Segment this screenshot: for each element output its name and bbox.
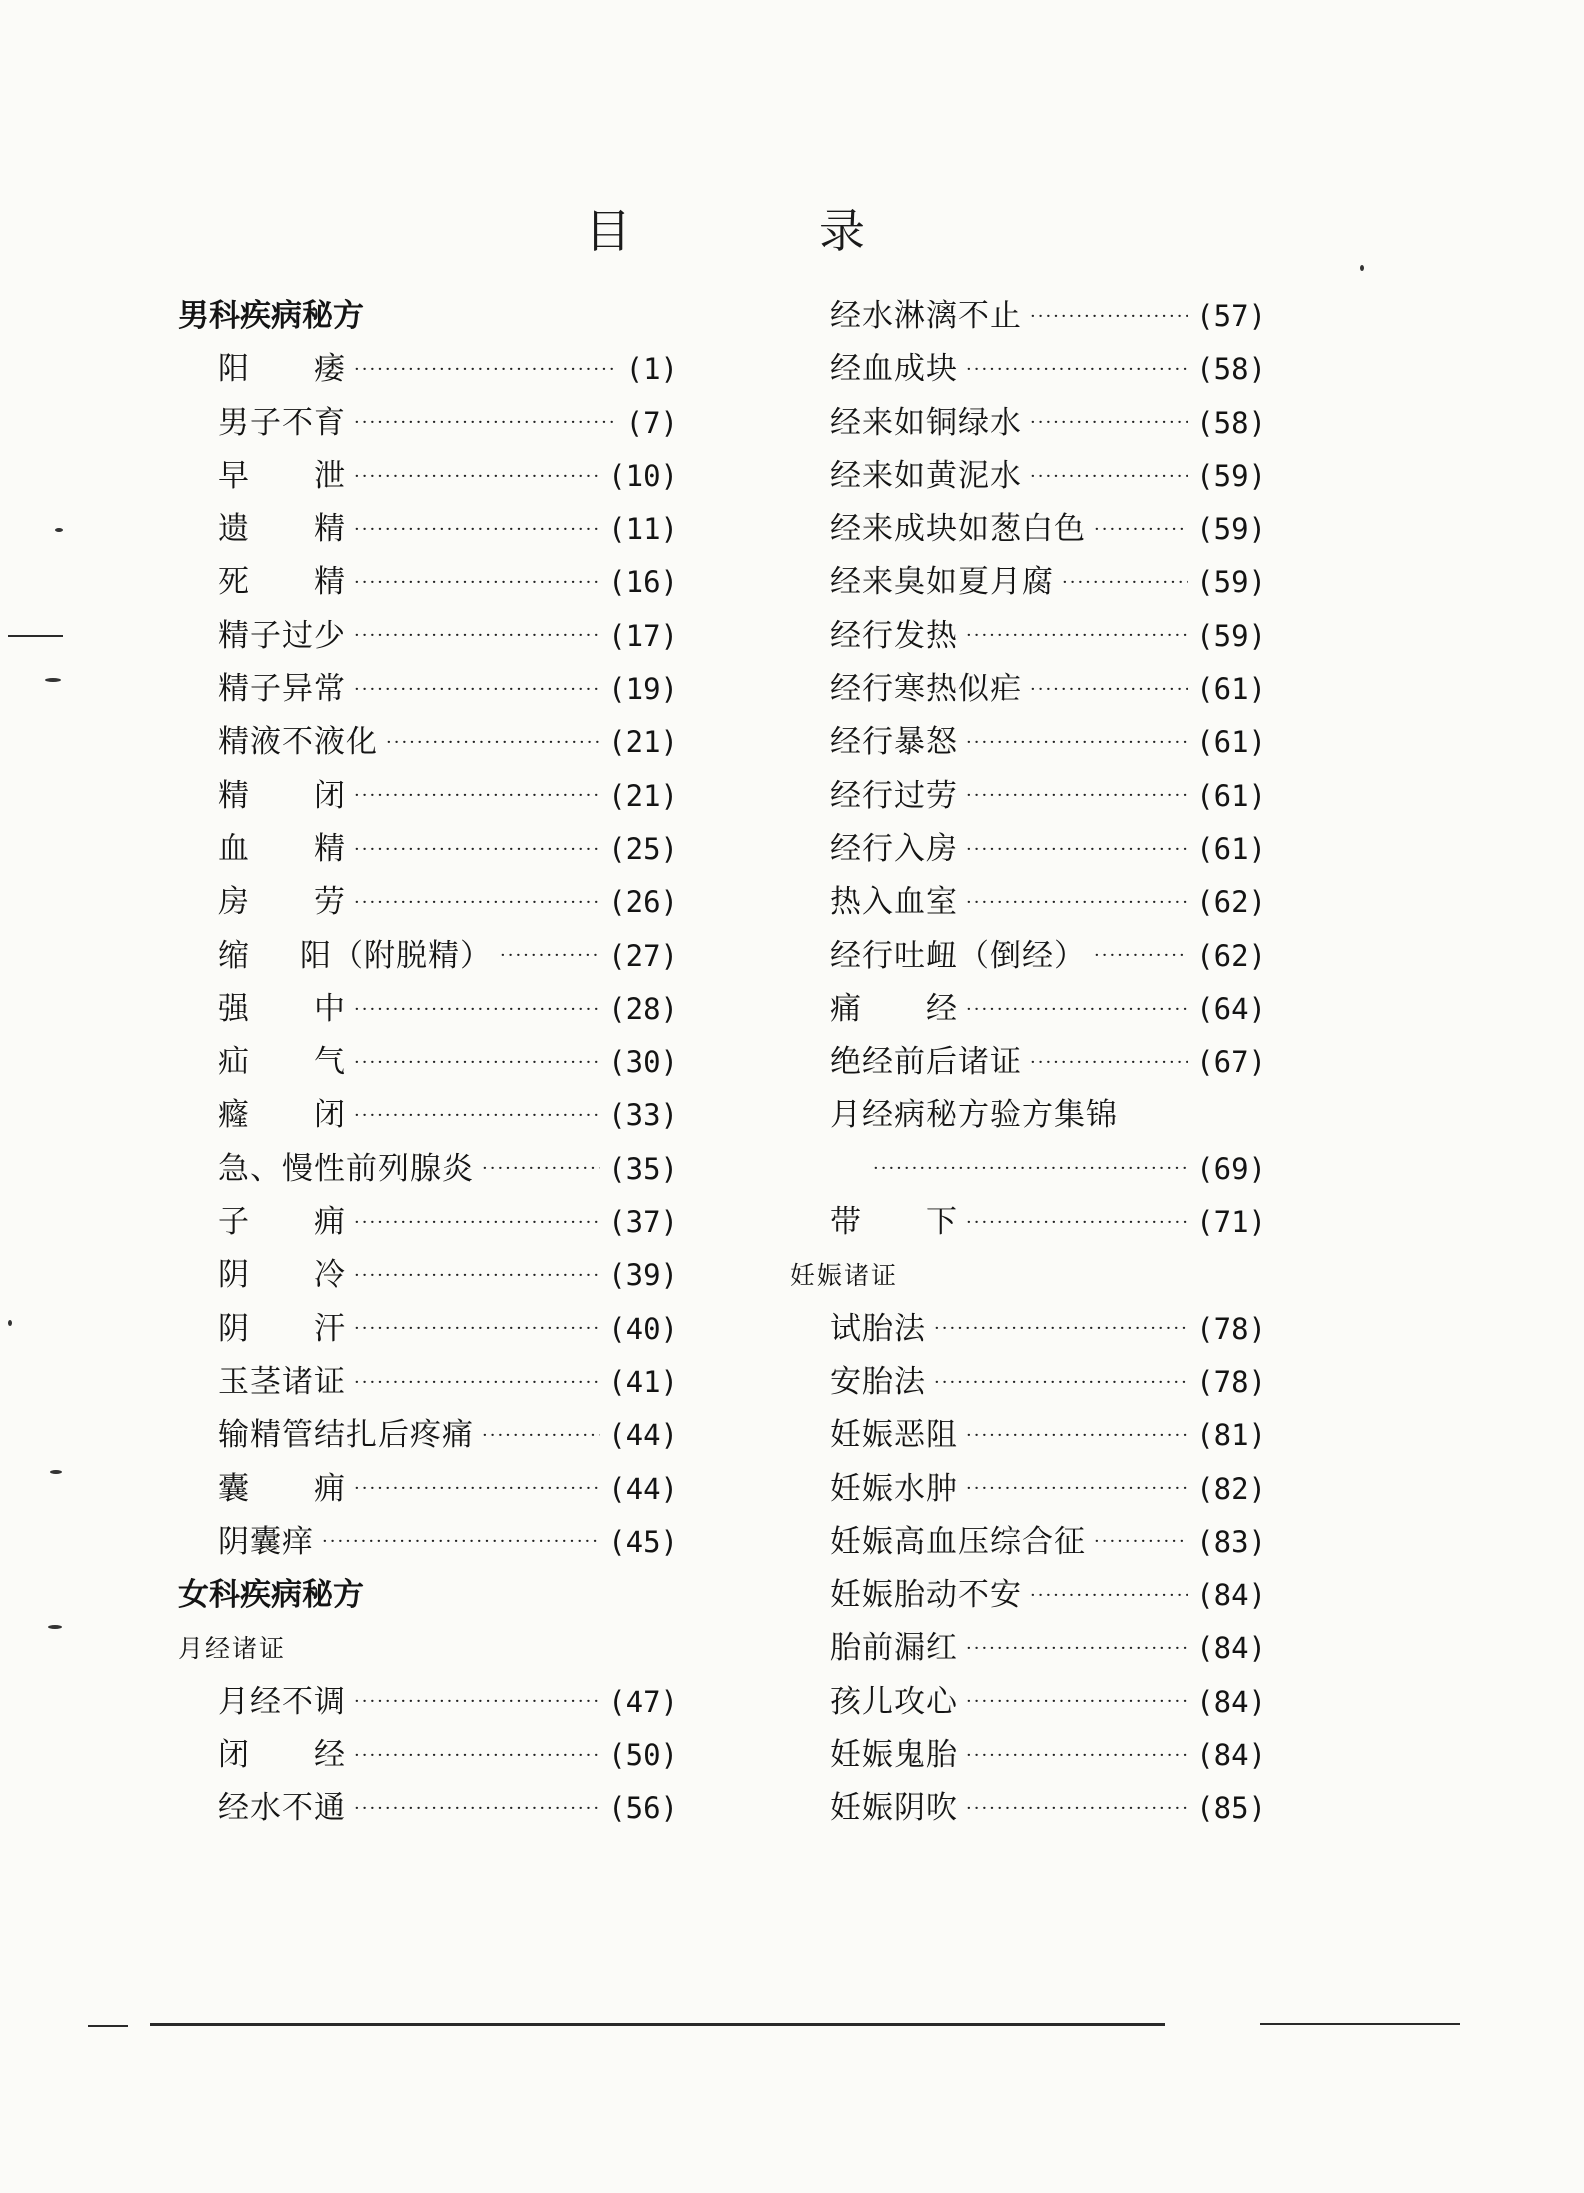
toc-entry-label: 男子不育	[218, 404, 346, 441]
toc-entry[interactable]	[790, 770, 1266, 823]
leader-dots	[966, 786, 1188, 806]
toc-entry-label: 经水淋漓不止	[830, 298, 1022, 334]
page-title-char-1: 目	[585, 204, 631, 258]
leader-dots	[500, 946, 600, 966]
leader-dots	[386, 733, 600, 753]
toc-entry[interactable]	[790, 876, 1266, 929]
toc-entry-label-part: 闭	[314, 1097, 346, 1134]
leader-dots	[1062, 573, 1188, 593]
toc-page-number: (11)	[608, 512, 678, 547]
toc-entry[interactable]	[790, 1356, 1266, 1409]
toc-entry-label: 经来成块如葱白色	[830, 511, 1086, 548]
toc-entry-label	[218, 876, 346, 929]
toc-page-number: (59)	[1196, 458, 1266, 493]
toc-page-number: (84)	[1196, 1738, 1266, 1773]
toc-entry[interactable]	[790, 1569, 1266, 1622]
toc-page-number: (1)	[625, 352, 678, 387]
toc-entry[interactable]	[178, 1676, 678, 1729]
toc-entry-label-part: 经	[314, 1737, 346, 1774]
scan-speck	[48, 1625, 62, 1629]
toc-entry-label-part: 下	[926, 1204, 958, 1241]
toc-entry-label	[218, 1089, 346, 1142]
toc-entry[interactable]	[790, 1676, 1266, 1729]
toc-entry-label-part: 阴	[218, 1310, 250, 1347]
toc-entry[interactable]	[790, 1782, 1266, 1835]
toc-page-number: (26)	[608, 885, 678, 920]
toc-entry[interactable]	[178, 1782, 678, 1835]
toc-entry[interactable]	[790, 610, 1266, 663]
toc-entry-label: 精子异常	[218, 671, 346, 708]
leader-dots	[354, 680, 600, 700]
leader-dots	[1030, 307, 1188, 327]
toc-entry-label: 急、慢性前列腺炎	[218, 1150, 474, 1187]
toc-entry[interactable]	[178, 1249, 678, 1302]
toc-entry[interactable]	[178, 876, 678, 929]
toc-entry[interactable]	[790, 983, 1266, 1036]
toc-entry[interactable]	[790, 503, 1266, 556]
toc-page-number: (61)	[1196, 778, 1266, 813]
toc-left-column	[178, 290, 678, 1836]
toc-entry-label	[218, 1249, 346, 1302]
toc-entry-label-part: 强	[218, 990, 250, 1027]
toc-entry-label-part: 阴	[218, 1257, 250, 1294]
toc-entry-label: 孩儿攻心	[830, 1683, 958, 1720]
toc-entry-label	[218, 1463, 346, 1516]
toc-entry-label-part: 遗	[218, 511, 250, 548]
leader-dots	[966, 626, 1188, 646]
toc-entry-label: 经行发热	[830, 617, 958, 654]
toc-entry-label: 输精管结扎后疼痛	[218, 1417, 474, 1454]
toc-page-number: (7)	[625, 405, 678, 440]
subsection-heading: 月经诸证	[178, 1634, 287, 1664]
toc-entry-label: 经行过劳	[830, 777, 958, 814]
toc-entry-label	[830, 1196, 958, 1249]
toc-page-number: (45)	[608, 1524, 678, 1559]
leader-dots	[966, 1799, 1188, 1819]
toc-page-number: (39)	[608, 1258, 678, 1293]
leader-dots	[354, 840, 600, 860]
leader-dots	[966, 1213, 1188, 1233]
toc-entry[interactable]	[178, 397, 678, 450]
toc-entry-label: 妊娠恶阻	[830, 1417, 958, 1454]
toc-page-number: (84)	[1196, 1684, 1266, 1719]
toc-page-number: (71)	[1196, 1205, 1266, 1240]
toc-entry-label-part: 精	[314, 564, 346, 601]
toc-entry-label: 经行暴怒	[830, 724, 958, 761]
toc-entry[interactable]	[790, 1089, 1266, 1142]
toc-entry-label-part: 痿	[314, 351, 346, 388]
toc-entry-label	[218, 556, 346, 609]
toc-entry[interactable]	[178, 610, 678, 663]
toc-entry[interactable]	[790, 1516, 1266, 1569]
toc-page-number: (40)	[608, 1311, 678, 1346]
toc-page-number: (19)	[608, 672, 678, 707]
toc-entry-label-part: 汗	[314, 1310, 346, 1347]
toc-entry-label: 阴囊痒	[218, 1523, 314, 1560]
toc-entry[interactable]	[178, 1356, 678, 1409]
leader-dots	[354, 1319, 600, 1339]
leader-dots	[966, 1000, 1188, 1020]
toc-entry-label-part: 气	[314, 1044, 346, 1081]
toc-entry[interactable]	[178, 1729, 678, 1782]
toc-entry[interactable]	[178, 343, 678, 396]
toc-page-number: (10)	[608, 458, 678, 493]
toc-entry[interactable]	[178, 930, 678, 983]
page-title	[585, 195, 865, 261]
leader-dots	[354, 626, 600, 646]
toc-entry[interactable]	[178, 1409, 678, 1462]
leader-dots	[354, 1266, 600, 1286]
toc-page-number: (50)	[608, 1738, 678, 1773]
toc-page-number: (28)	[608, 991, 678, 1026]
leader-dots	[1094, 1532, 1188, 1552]
toc-entry-label-part: 痈	[314, 1470, 346, 1507]
toc-entry[interactable]	[178, 450, 678, 503]
toc-entry-label: 月经不调	[218, 1683, 346, 1720]
toc-page-number: (41)	[608, 1364, 678, 1399]
toc-entry-label: 妊娠鬼胎	[830, 1737, 958, 1774]
toc-page-number: (56)	[608, 1791, 678, 1826]
toc-page-number: (59)	[1196, 618, 1266, 653]
toc-page-number: (58)	[1196, 405, 1266, 440]
toc-page-number: (44)	[608, 1471, 678, 1506]
toc-entry-label-part: 精	[314, 511, 346, 548]
leader-dots	[354, 1373, 600, 1393]
toc-page-number: (47)	[608, 1684, 678, 1719]
toc-entry-label: 妊娠水肿	[830, 1470, 958, 1507]
toc-entry-label: 经行吐衄（倒经）	[830, 937, 1086, 974]
leader-dots	[354, 467, 600, 487]
toc-entry-label-part: 带	[830, 1204, 862, 1241]
toc-entry-label: 精子过少	[218, 617, 346, 654]
leader-dots	[354, 1799, 600, 1819]
toc-entry[interactable]	[178, 1196, 678, 1249]
leader-dots	[1030, 1586, 1188, 1606]
toc-right-column	[790, 290, 1266, 1836]
leader-dots	[966, 360, 1188, 380]
toc-entry-label: 精液不液化	[218, 724, 378, 761]
leader-dots	[354, 1479, 600, 1499]
toc-entry-label: 妊娠高血压综合征	[830, 1523, 1086, 1560]
leader-dots	[354, 1213, 600, 1233]
leader-dots	[966, 840, 1188, 860]
toc-entry-label	[218, 450, 346, 503]
toc-entry-label-part: 精	[314, 830, 346, 867]
leader-dots	[354, 893, 600, 913]
leader-dots	[934, 1373, 1188, 1393]
toc-entry-label-part: 死	[218, 564, 250, 601]
toc-entry[interactable]	[178, 770, 678, 823]
toc-entry[interactable]	[178, 1463, 678, 1516]
toc-entry-label: 经行寒热似疟	[830, 671, 1022, 708]
scan-speck	[50, 1470, 62, 1474]
toc-entry[interactable]	[790, 716, 1266, 769]
toc-entry-label: 绝经前后诸证	[830, 1044, 1022, 1081]
toc-page-number: (58)	[1196, 352, 1266, 387]
toc-entry-label: 经血成块	[830, 351, 958, 388]
scan-rule	[88, 2025, 128, 2027]
toc-entry-label-part: 精	[218, 777, 250, 814]
leader-dots	[354, 413, 618, 433]
toc-entry[interactable]	[790, 1729, 1266, 1782]
toc-entry-label: 妊娠胎动不安	[830, 1577, 1022, 1614]
toc-page-number: (17)	[608, 618, 678, 653]
toc-entry-label-part: 劳	[314, 884, 346, 921]
toc-entry[interactable]	[178, 1303, 678, 1356]
toc-entry-label	[218, 1303, 346, 1356]
toc-page-number: (61)	[1196, 725, 1266, 760]
toc-page-number: (62)	[1196, 885, 1266, 920]
toc-entry[interactable]	[178, 1036, 678, 1089]
section-heading: 女科疾病秘方	[178, 1577, 364, 1614]
toc-entry[interactable]	[790, 397, 1266, 450]
toc-page-number: (84)	[1196, 1631, 1266, 1666]
scan-speck	[1360, 265, 1364, 271]
toc-entry-label-part: 癃	[218, 1097, 250, 1134]
toc-entry-label-part: 缩	[218, 937, 250, 974]
leader-dots	[966, 1692, 1188, 1712]
leader-dots	[934, 1319, 1188, 1339]
toc-page-number: (62)	[1196, 938, 1266, 973]
toc-entry-label: 妊娠阴吹	[830, 1790, 958, 1827]
toc-entry[interactable]	[790, 290, 1266, 343]
toc-entry[interactable]	[790, 663, 1266, 716]
toc-entry[interactable]	[790, 1143, 1266, 1196]
toc-entry-label-part: 囊	[218, 1470, 250, 1507]
leader-dots	[482, 1159, 600, 1179]
toc-page-number: (57)	[1196, 299, 1266, 333]
toc-entry-label	[218, 1196, 346, 1249]
leader-dots	[1030, 467, 1188, 487]
leader-dots	[966, 1479, 1188, 1499]
toc-entry[interactable]	[178, 716, 678, 769]
toc-page-number: (21)	[608, 725, 678, 760]
leader-dots	[1030, 1053, 1188, 1073]
toc-page-number: (64)	[1196, 991, 1266, 1026]
toc-entry-label-part: 冷	[314, 1257, 346, 1294]
leader-dots	[322, 1532, 600, 1552]
toc-entry-label	[830, 983, 958, 1036]
leader-dots	[482, 1426, 600, 1446]
toc-entry[interactable]	[790, 1196, 1266, 1249]
toc-entry-label	[218, 503, 346, 556]
leader-dots	[354, 360, 618, 380]
toc-entry-label-part: 痛	[830, 990, 862, 1027]
toc-page-number: (69)	[1196, 1151, 1266, 1186]
toc-entry-label	[218, 343, 346, 396]
toc-entry[interactable]	[790, 450, 1266, 503]
toc-entry[interactable]	[178, 503, 678, 556]
toc-entry[interactable]	[790, 1463, 1266, 1516]
toc-entry[interactable]	[790, 1036, 1266, 1089]
toc-entry-label: 经水不通	[218, 1790, 346, 1827]
toc-page-number: (30)	[608, 1045, 678, 1080]
toc-entry-label	[218, 1036, 346, 1089]
toc-entry[interactable]	[790, 930, 1266, 983]
toc-entry-label: 试胎法	[830, 1310, 926, 1347]
toc-page-number: (81)	[1196, 1418, 1266, 1453]
toc-page-number: (37)	[608, 1205, 678, 1240]
toc-entry-label-part: 血	[218, 830, 250, 867]
toc-entry-label-part: 早	[218, 457, 250, 494]
toc-page-number: (33)	[608, 1098, 678, 1133]
toc-entry-label-part: 疝	[218, 1044, 250, 1081]
toc-entry-label: 经来如黄泥水	[830, 457, 1022, 494]
toc-entry[interactable]	[178, 1143, 678, 1196]
toc-entry-label-part: 中	[314, 990, 346, 1027]
toc-entry-label-part: 房	[218, 884, 250, 921]
toc-entry[interactable]	[178, 823, 678, 876]
toc-page-number: (83)	[1196, 1524, 1266, 1559]
toc-entry[interactable]	[178, 556, 678, 609]
leader-dots	[1030, 413, 1188, 433]
toc-entry[interactable]	[178, 983, 678, 1036]
toc-page-number: (61)	[1196, 831, 1266, 866]
toc-page-number: (82)	[1196, 1471, 1266, 1506]
toc-entry[interactable]	[790, 1303, 1266, 1356]
toc-entry[interactable]	[790, 556, 1266, 609]
toc-entry-label-part: 经	[926, 990, 958, 1027]
toc-entry-label	[218, 823, 346, 876]
toc-entry-label: 月经病秘方验方集锦	[830, 1097, 1118, 1134]
subsection-heading: 妊娠诸证	[790, 1261, 899, 1291]
leader-dots	[354, 786, 600, 806]
scan-speck	[45, 678, 61, 682]
toc-entry-label-part: 子	[218, 1204, 250, 1241]
leader-dots	[354, 573, 600, 593]
toc-entry-label-part: 闭	[314, 777, 346, 814]
toc-entry-label-part: 闭	[218, 1737, 250, 1774]
leader-dots	[1094, 520, 1188, 540]
toc-entry[interactable]	[178, 1516, 678, 1569]
leader-dots	[966, 893, 1188, 913]
section-heading: 男科疾病秘方	[178, 298, 364, 334]
toc-entry-label: 经行入房	[830, 830, 958, 867]
toc-page-number: (35)	[608, 1151, 678, 1186]
toc-page-number: (78)	[1196, 1311, 1266, 1346]
toc-page-number: (67)	[1196, 1045, 1266, 1080]
leader-dots	[1030, 680, 1188, 700]
page-title-char-2: 录	[819, 204, 865, 258]
toc-page-number: (78)	[1196, 1364, 1266, 1399]
toc-entry[interactable]	[790, 1622, 1266, 1675]
toc-page-number: (44)	[608, 1418, 678, 1453]
leader-dots	[1094, 946, 1188, 966]
toc-page-number: (27)	[608, 938, 678, 973]
toc-entry-label-part: 阳	[218, 351, 250, 388]
toc-entry-label-part: 泄	[314, 457, 346, 494]
toc-page-number: (61)	[1196, 672, 1266, 707]
toc-page-number: (84)	[1196, 1578, 1266, 1613]
toc-entry[interactable]	[790, 343, 1266, 396]
leader-dots	[966, 1426, 1188, 1446]
scan-speck	[55, 528, 63, 532]
toc-entry-label-part: 痈	[314, 1204, 346, 1241]
toc-entry-label: 玉茎诸证	[218, 1363, 346, 1400]
scan-rule	[150, 2023, 1165, 2026]
scan-rule	[8, 635, 63, 637]
toc-entry-label	[218, 1729, 346, 1782]
toc-entry[interactable]	[178, 663, 678, 716]
toc-entry-label: 热入血室	[830, 884, 958, 921]
leader-dots	[354, 520, 600, 540]
leader-dots	[873, 1159, 1188, 1179]
leader-dots	[354, 1106, 600, 1126]
leader-dots	[966, 1639, 1188, 1659]
toc-entry-label: 经来臭如夏月腐	[830, 564, 1054, 601]
scan-speck	[8, 1320, 12, 1326]
toc-entry-label	[218, 983, 346, 1036]
scan-rule	[1260, 2023, 1460, 2025]
toc-entry[interactable]	[178, 1089, 678, 1142]
toc-entry-label: 胎前漏红	[830, 1630, 958, 1667]
toc-entry-label	[218, 770, 346, 823]
toc-page-number: (59)	[1196, 512, 1266, 547]
leader-dots	[354, 1053, 600, 1073]
leader-dots	[354, 1692, 600, 1712]
toc-entry-label: 经来如铜绿水	[830, 404, 1022, 441]
toc-page-number: (59)	[1196, 565, 1266, 600]
toc-page-number: (25)	[608, 831, 678, 866]
leader-dots	[354, 1000, 600, 1020]
leader-dots	[354, 1746, 600, 1766]
toc-page-number: (85)	[1196, 1791, 1266, 1826]
toc-entry[interactable]	[790, 1409, 1266, 1462]
leader-dots	[966, 1746, 1188, 1766]
toc-entry[interactable]	[790, 823, 1266, 876]
toc-entry-label: 安胎法	[830, 1363, 926, 1400]
toc-page-number: (16)	[608, 565, 678, 600]
leader-dots	[966, 733, 1188, 753]
toc-page-number: (21)	[608, 778, 678, 813]
toc-entry-label-part: 阳（附脱精）	[300, 937, 492, 974]
toc-entry-label	[218, 930, 492, 983]
